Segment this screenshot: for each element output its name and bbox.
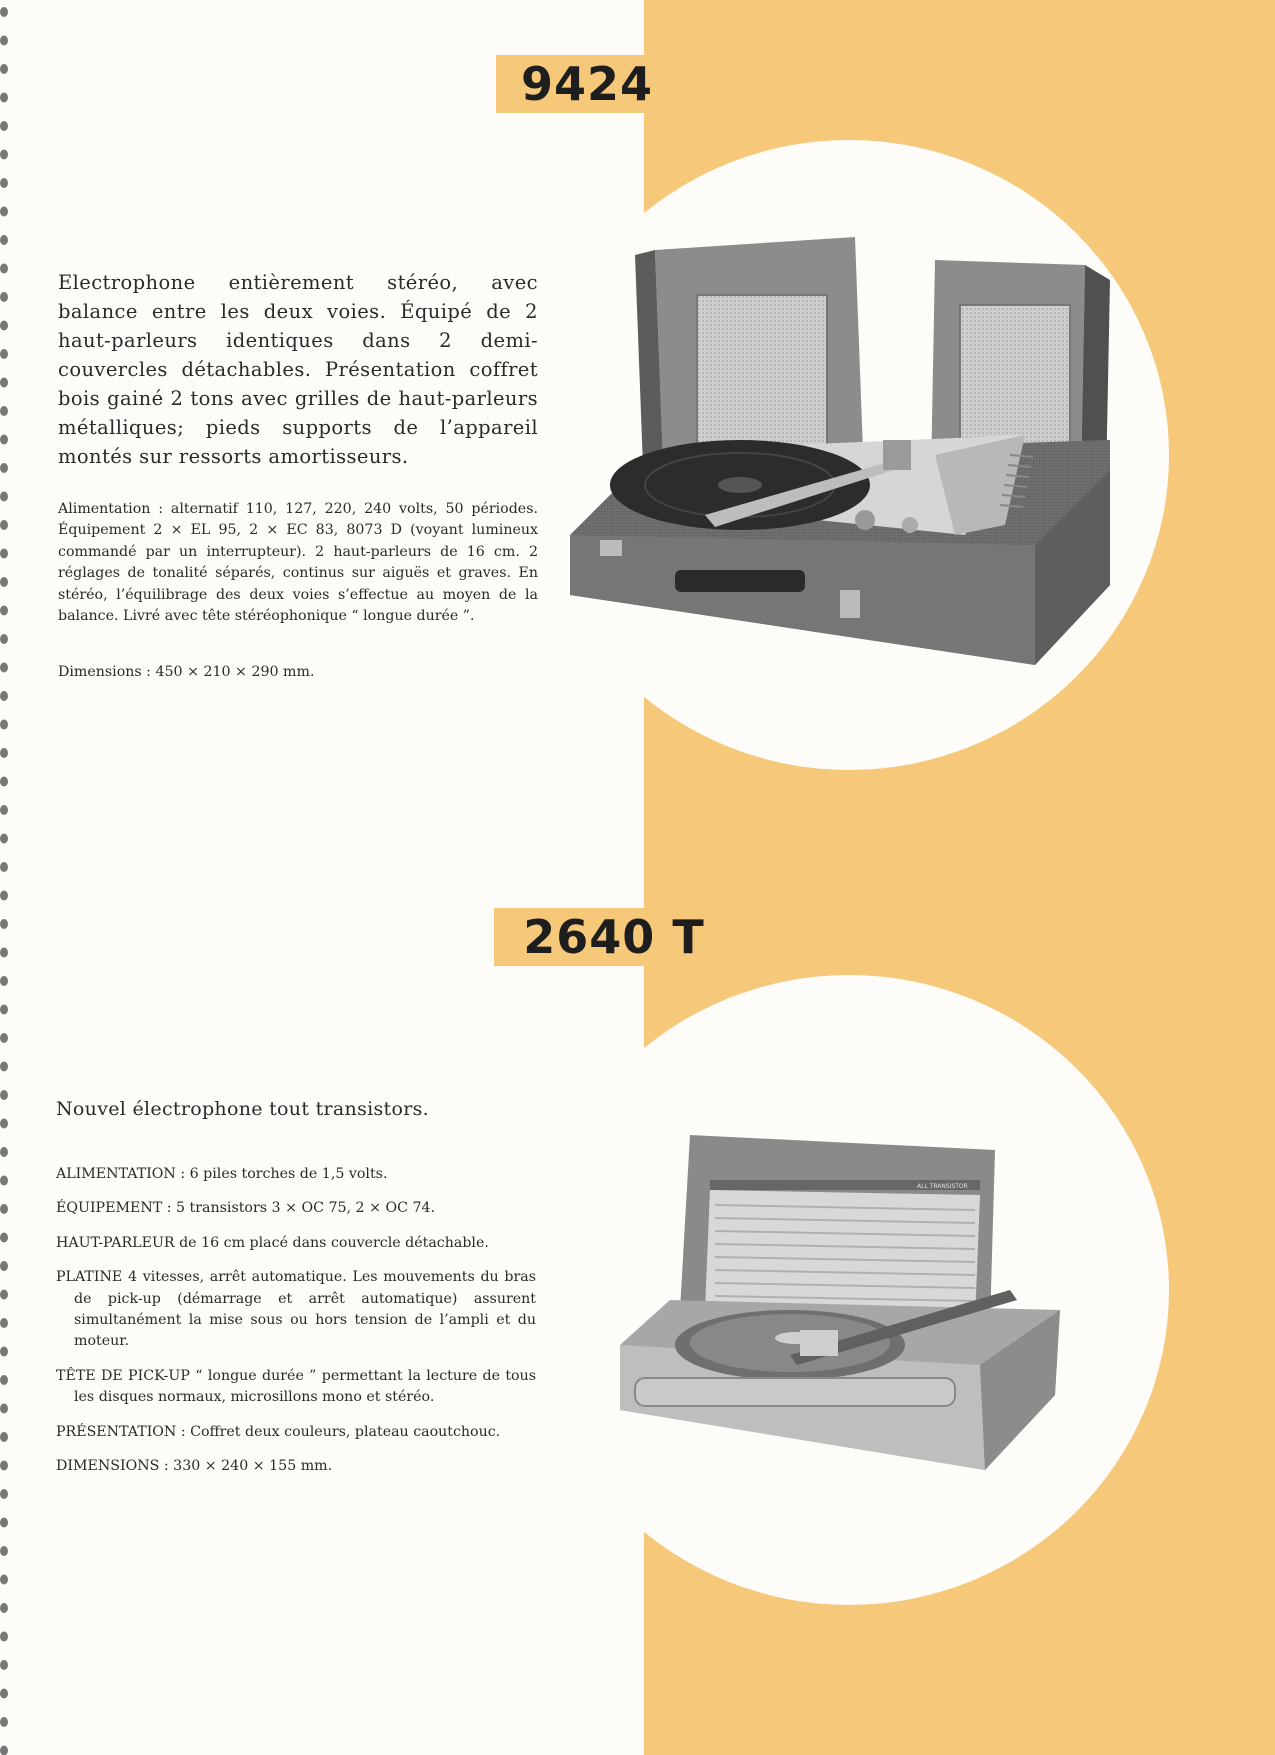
spiral-ring [0, 150, 8, 160]
spiral-binding [0, 0, 14, 1755]
spec-platine: PLATINE 4 vitesses, arrêt automatique. Les mouvements du bras de pick-up (démarrage et arrêt automatique) assurent simultanément la mise sous ou hors tension de l’ampli et du moteur. [56, 1269, 536, 1350]
spiral-ring [0, 1033, 8, 1043]
spiral-ring [0, 93, 8, 103]
spiral-ring [0, 1090, 8, 1100]
spiral-ring [0, 919, 8, 929]
product-specs [56, 1164, 536, 1490]
spec-alimentation: ALIMENTATION : 6 piles torches de 1,5 volts. [56, 1166, 388, 1182]
spec-equipement: ÉQUIPEMENT : 5 transistors 3 × OC 75, 2 × OC 74. [56, 1200, 436, 1217]
spiral-ring [0, 1261, 8, 1271]
spiral-ring [0, 1518, 8, 1528]
spec-tete-pick-up: TÊTE DE PICK-UP “ longue durée ” permettant la lecture de tous les disques normaux, microsillons mono et stéréo. [56, 1367, 536, 1406]
spiral-ring [0, 549, 8, 559]
spiral-ring [0, 1147, 8, 1157]
spiral-ring [0, 178, 8, 188]
spiral-ring [0, 691, 8, 701]
spiral-ring [0, 406, 8, 416]
spiral-ring [0, 121, 8, 131]
spiral-ring [0, 1603, 8, 1613]
spiral-ring [0, 435, 8, 445]
spiral-ring [0, 1375, 8, 1385]
spiral-ring [0, 1005, 8, 1015]
spiral-ring [0, 36, 8, 46]
spiral-ring [0, 1632, 8, 1642]
product-description: Nouvel électrophone tout transistors. [56, 1098, 430, 1120]
spiral-ring [0, 1546, 8, 1556]
spiral-ring [0, 834, 8, 844]
spiral-ring [0, 7, 8, 17]
spiral-ring [0, 948, 8, 958]
spiral-ring [0, 520, 8, 530]
spiral-ring [0, 64, 8, 74]
product-description: Electrophone entièrement stéréo, avec balance entre les deux voies. Équipé de 2 haut-parleurs identiques dans 2 demi-couvercles détachables. Présentation coffret bois gainé 2 tons avec grilles de haut-parleurs métalliques; pieds supports de l’appareil montés sur ressorts amortisseurs. [58, 271, 538, 468]
product-specs: Alimentation : alternatif 110, 127, 220, 240 volts, 50 périodes. Équipement 2 × EL 95, 2 × EC 83, 8073 D (voyant lumineux commandé par un interrupteur). 2 haut-parleurs de 16 cm. 2 réglages de tonalité séparés, continus sur aiguës et graves. En stéréo, l’équilibrage des deux voies s’effectue au moyen de la balance. Livré avec tête stéréophonique “ longue durée ”. [58, 501, 538, 625]
spiral-ring [0, 720, 8, 730]
spiral-ring [0, 349, 8, 359]
spiral-ring [0, 606, 8, 616]
spec-presentation: PRÉSENTATION : Coffret deux couleurs, plateau caoutchouc. [56, 1423, 501, 1440]
model-number-2640t: 2640 T [494, 908, 734, 966]
spiral-ring [0, 1689, 8, 1699]
spiral-ring [0, 1176, 8, 1186]
spiral-ring [0, 1746, 8, 1755]
spiral-ring [0, 492, 8, 502]
spiral-ring [0, 1717, 8, 1727]
spiral-ring [0, 1461, 8, 1471]
spiral-ring [0, 1119, 8, 1129]
spiral-ring [0, 748, 8, 758]
spiral-ring [0, 777, 8, 787]
spiral-ring [0, 321, 8, 331]
spiral-ring [0, 1233, 8, 1243]
spiral-ring [0, 577, 8, 587]
spiral-ring [0, 891, 8, 901]
spiral-ring [0, 264, 8, 274]
transistor-record-player-photo [615, 1130, 1070, 1550]
spec-haut-parleur: HAUT-PARLEUR de 16 cm placé dans couvercle détachable. [56, 1234, 489, 1251]
lid-label: ALL TRANSISTOR [917, 1183, 968, 1190]
product-dimensions: Dimensions : 450 × 210 × 290 mm. [58, 664, 315, 680]
spiral-ring [0, 634, 8, 644]
spiral-ring [0, 1432, 8, 1442]
spiral-ring [0, 378, 8, 388]
spiral-ring [0, 1347, 8, 1357]
spiral-ring [0, 1204, 8, 1214]
spiral-ring [0, 1290, 8, 1300]
spiral-ring [0, 1318, 8, 1328]
stereo-record-player-photo [565, 235, 1125, 685]
spiral-ring [0, 1660, 8, 1670]
spiral-ring [0, 463, 8, 473]
spiral-ring [0, 292, 8, 302]
spiral-ring [0, 976, 8, 986]
model-number-9424: 9424 [496, 55, 678, 113]
spiral-ring [0, 862, 8, 872]
spiral-ring [0, 663, 8, 673]
spiral-ring [0, 1062, 8, 1072]
spiral-ring [0, 805, 8, 815]
spiral-ring [0, 1575, 8, 1585]
spec-dimensions: DIMENSIONS : 330 × 240 × 155 mm. [56, 1458, 333, 1475]
spiral-ring [0, 207, 8, 217]
spiral-ring [0, 1489, 8, 1499]
spiral-ring [0, 1404, 8, 1414]
spiral-ring [0, 235, 8, 245]
